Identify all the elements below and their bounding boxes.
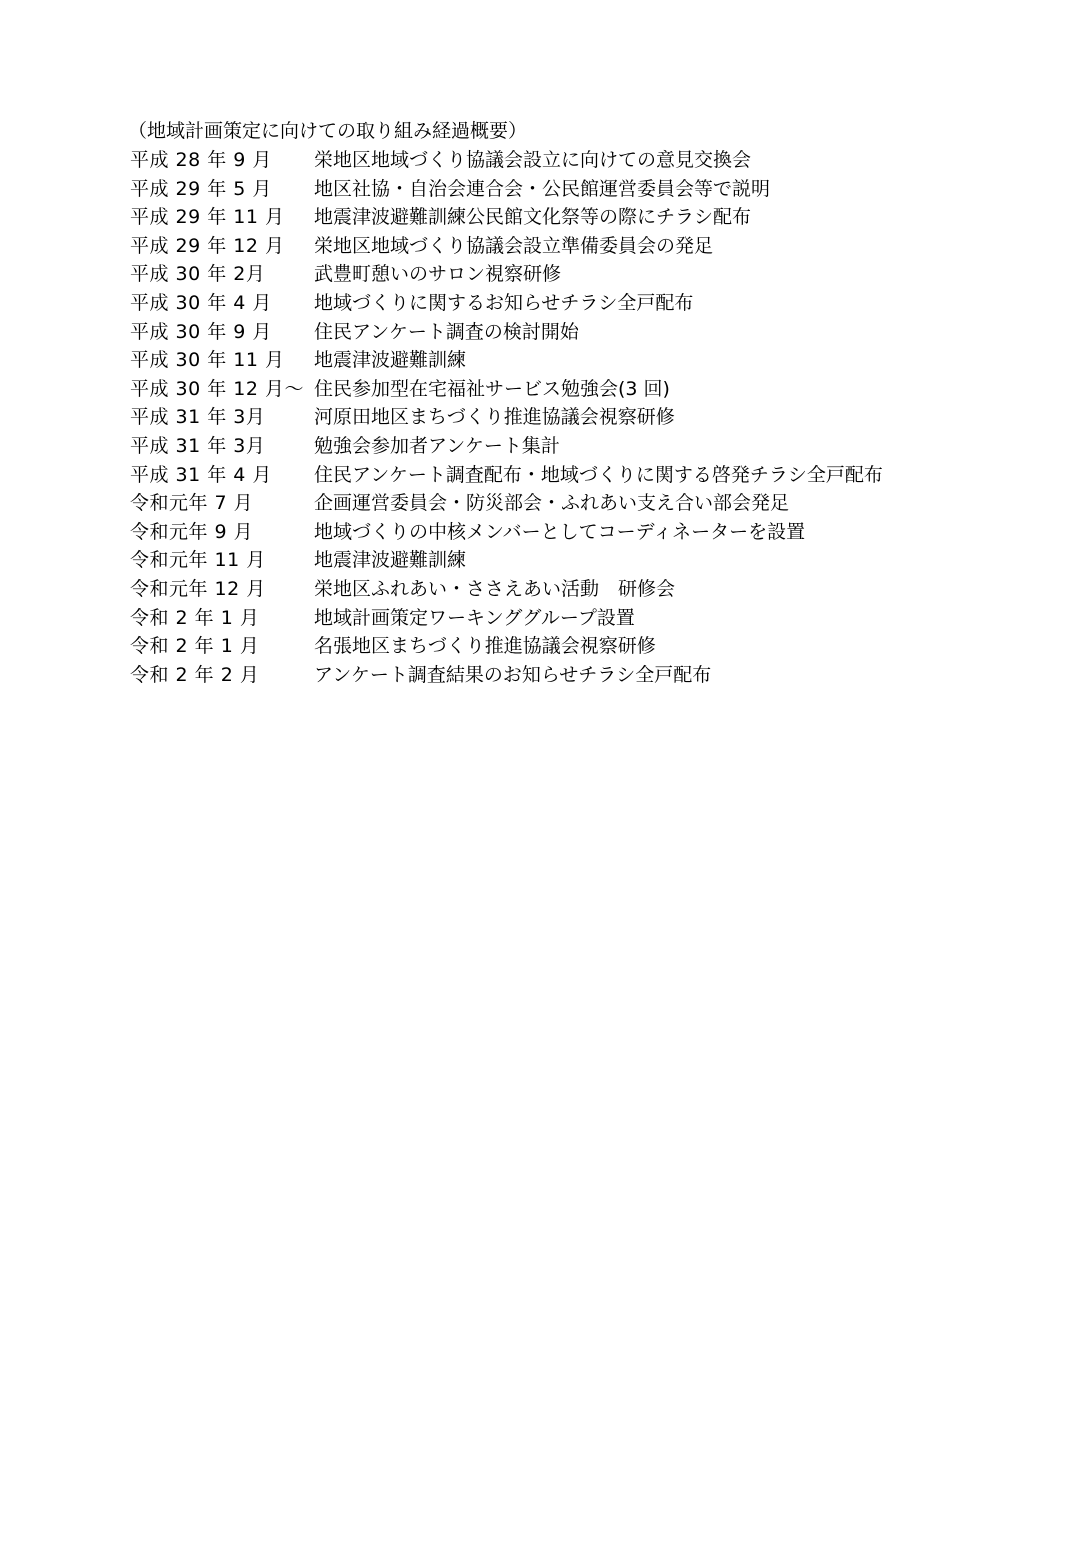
entry-date: 令和 2 年 1 月	[130, 606, 260, 629]
entry-event: 地区社協・自治会連合会・公民館運営委員会等で説明	[314, 177, 771, 200]
entry-date: 平成 31 年 4 月	[130, 463, 272, 486]
entry-date: 令和 2 年 1 月	[130, 635, 260, 658]
entry-event: 住民アンケート調査の検討開始	[314, 320, 579, 343]
entry-date: 平成 30 年 9 月	[130, 320, 272, 343]
entry-date: 平成 28 年 9 月	[130, 149, 272, 171]
entry-event: 地震津波避難訓練	[314, 349, 467, 372]
timeline-entry	[130, 546, 1030, 575]
timeline-entry	[130, 318, 1030, 347]
entry-event: 栄地区ふれあい・ささえあい活動 研修会	[314, 577, 676, 600]
entry-date: 令和元年 12 月	[130, 577, 266, 600]
timeline-entry	[130, 632, 1030, 661]
entry-event: 住民参加型在宅福祉サービス勉強会(3 回)	[314, 377, 670, 400]
timeline-entry	[130, 432, 1030, 461]
entry-event: 栄地区地域づくり協議会設立に向けての意見交換会	[314, 149, 752, 171]
entry-date: 平成 30 年 12 月～	[130, 377, 305, 400]
timeline-entry	[130, 575, 1030, 604]
entry-event: アンケート調査結果のお知らせチラシ全戸配布	[314, 663, 712, 686]
entry-date: 平成 30 年 11 月	[130, 349, 285, 372]
timeline-entry	[130, 146, 1030, 175]
timeline-entry	[130, 489, 1030, 518]
entry-event: 名張地区まちづくり推進協議会視察研修	[314, 635, 656, 658]
entry-date: 平成 30 年 4 月	[130, 291, 272, 314]
timeline-list	[130, 146, 1030, 689]
entry-date: 令和 2 年 2 月	[130, 663, 260, 686]
entry-event: 栄地区地域づくり協議会設立準備委員会の発足	[314, 234, 714, 257]
entry-date: 令和元年 11 月	[130, 549, 266, 572]
document-heading: （地域計画策定に向けての取り組み経過概要）	[128, 120, 528, 142]
entry-event: 勉強会参加者アンケート集計	[314, 434, 560, 457]
timeline-entry	[130, 461, 1030, 490]
entry-date: 令和元年 9 月	[130, 520, 254, 543]
entry-event: 地震津波避難訓練	[314, 549, 467, 572]
timeline-entry	[130, 175, 1030, 204]
entry-event: 地域計画策定ワーキンググループ設置	[314, 606, 635, 629]
timeline-entry	[130, 260, 1030, 289]
entry-date: 平成 29 年 12 月	[130, 234, 285, 257]
entry-date: 平成 31 年 3月	[130, 434, 266, 457]
timeline-entry	[130, 604, 1030, 633]
entry-date: 平成 30 年 2月	[130, 263, 266, 286]
timeline-entry	[130, 661, 1030, 690]
entry-date: 平成 29 年 5 月	[130, 177, 272, 200]
timeline-entry	[130, 403, 1030, 432]
entry-event: 地域づくりに関するお知らせチラシ全戸配布	[314, 291, 694, 314]
entry-event: 地域づくりの中核メンバーとしてコーディネーターを設置	[314, 520, 806, 543]
entry-event: 企画運営委員会・防災部会・ふれあい支え合い部会発足	[314, 492, 790, 515]
timeline-entry	[130, 203, 1030, 232]
entry-date: 平成 29 年 11 月	[130, 206, 285, 229]
timeline-entry	[130, 289, 1030, 318]
timeline-entry	[130, 346, 1030, 375]
entry-event: 河原田地区まちづくり推進協議会視察研修	[314, 406, 675, 429]
timeline-entry	[130, 518, 1030, 547]
entry-date: 平成 31 年 3月	[130, 406, 266, 429]
entry-event: 地震津波避難訓練公民館文化祭等の際にチラシ配布	[314, 206, 752, 229]
entry-date: 令和元年 7 月	[130, 492, 254, 515]
entry-event: 住民アンケート調査配布・地域づくりに関する啓発チラシ全戸配布	[314, 463, 883, 486]
timeline-entry	[130, 375, 1030, 404]
timeline-entry	[130, 232, 1030, 261]
entry-event: 武豊町憩いのサロン視察研修	[314, 263, 562, 286]
